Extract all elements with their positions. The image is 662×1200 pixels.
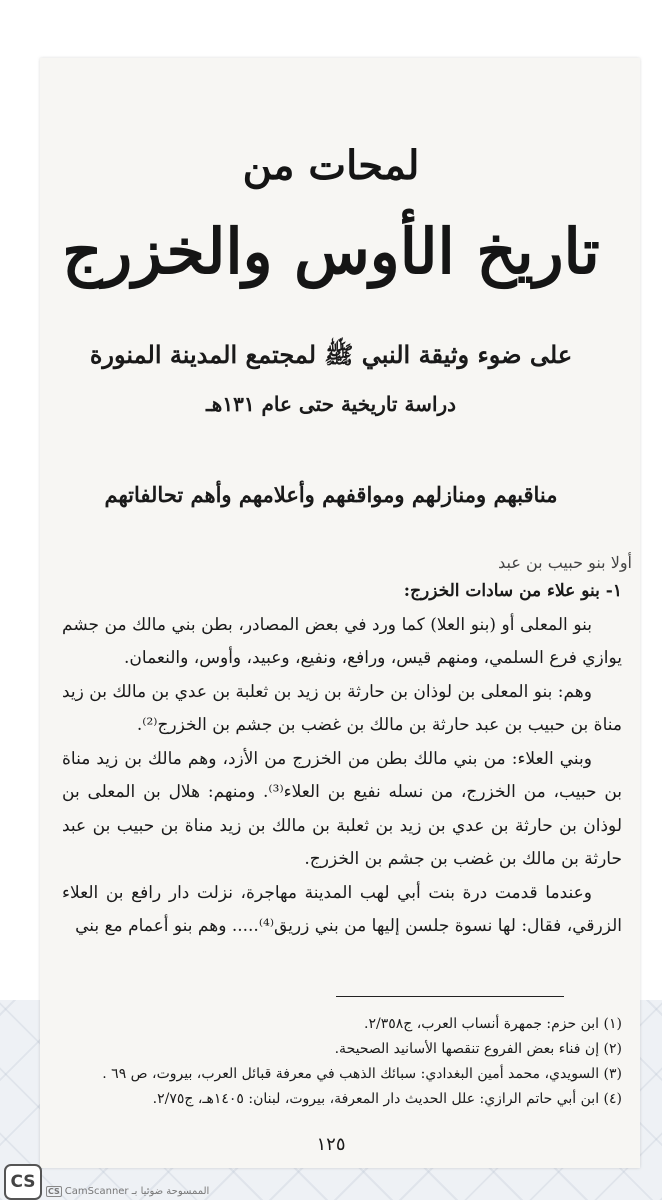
footnotes — [62, 1012, 622, 1112]
paragraph: وهم: بنو المعلى بن لوذان بن حارثة بن زيد بن ثعلبة بن عدي بن مالك بن زيد مناة بن حبيب بن عبد حارثة بن مالك بن غضب بن جشم بن الخزرج⁽²⁾. — [62, 681, 622, 735]
camscanner-logo-icon: CS — [4, 1164, 42, 1200]
scanner-app-name: CamScanner — [64, 1186, 129, 1197]
scanner-watermark — [46, 1186, 306, 1200]
footnote: (٢) إن فناء بعض الفروع تنقصها الأسانيد الصحيحة. — [334, 1041, 622, 1057]
camscanner-mini-icon: CS — [48, 1187, 60, 1196]
book-subtitle-topics: مناقبهم ومنازلهم ومواقفهم وأعلامهم وأهم تحالفاتهم — [104, 482, 558, 507]
footnote: (١) ابن حزم: جمهرة أنساب العرب، ج٢/٣٥٨. — [364, 1016, 622, 1032]
paragraph: بنو المعلى أو (بنو العلا) كما ورد في بعض المصادر، بطن بني مالك من جشم يوازي فرع السلمي، ومنهم قيس، ورافع، ونفيع، وعبيد، وأوس، والنعمان. — [62, 614, 622, 668]
footnote: (٣) السويدي، محمد أمين البغدادي: سبائك الذهب في معرفة قبائل العرب، بيروت، ص ٦٩ . — [102, 1066, 622, 1082]
book-subtitle-study: دراسة تاريخية حتى عام ١٣١هـ — [205, 392, 457, 416]
section-heading: ١- بنو علاء من سادات الخزرج: — [403, 581, 622, 601]
book-title-top: لمحات من — [242, 142, 420, 189]
paragraph: وبني العلاء: من بني مالك بطن من الخزرج من الأزد، وهم مالك بن زيد مناة بن حبيب، من الخزرج، من نسله نفيع بن العلاء⁽³⁾. ومنهم: هلال بن المعلى بن لوذان بن حارثة بن عدي بن زيد بن ثعلبة بن مالك بن زيد مناة بن حبيب بن عبد حارثة بن مالك بن غضب بن جشم بن الخزرج. — [62, 748, 622, 869]
scanner-caption: الممسوحة ضوئيا بـ — [131, 1186, 210, 1197]
cut-text-line — [382, 548, 632, 562]
footnote: (٤) ابن أبي حاتم الرازي: علل الحديث دار المعرفة، بيروت، لبنان: ١٤٠٥هـ، ج٢/٧٥. — [152, 1091, 622, 1107]
book-subtitle: على ضوء وثيقة النبي ﷺ لمجتمع المدينة المنورة — [89, 340, 573, 369]
body-text — [62, 575, 622, 944]
page-number: ١٢٥ — [316, 1134, 346, 1155]
footnote-divider — [336, 996, 564, 997]
book-title-main: تاريخ الأوس والخزرج — [62, 215, 600, 288]
paragraph: وعندما قدمت درة بنت أبي لهب المدينة مهاجرة، نزلت دار رافع بن العلاء الزرقي، فقال: لها نسوة جلسن إليها من بني زريق⁽⁴⁾..... وهم بنو أعمام مع بني — [62, 882, 622, 936]
